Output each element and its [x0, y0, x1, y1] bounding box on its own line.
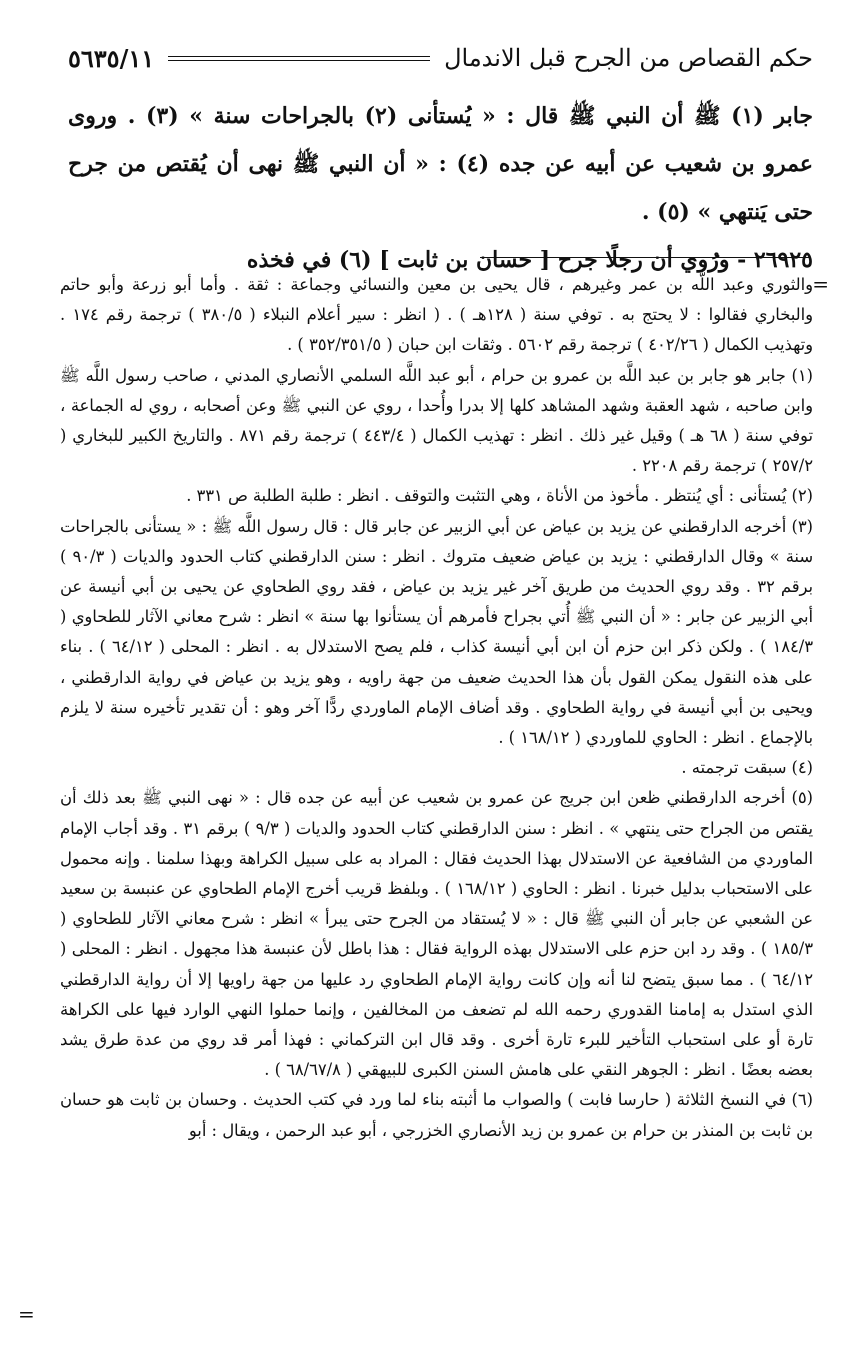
- main-text: [68, 92, 813, 284]
- main-paragraph: جابر (١) ﷺ أن النبي ﷺ قال : « يُستأنى (٢) بالجراحات سنة » (٣) . وروى عمرو بن شعيب عن أبيه عن جده (٤) : « أن النبي ﷺ نهى أن يُقتص من جرح حتى يَنتهي » (٥) .: [68, 103, 813, 225]
- footnote: (١) جابر هو جابر بن عبد اللَّه بن عمرو بن حرام ، أبو عبد اللَّه السلمي الأنصاري المدني ، صاحب رسول اللَّه ﷺ وابن صاحبه ، شهد العقبة وشهد المشاهد كلها إلا بدرا وأُحدا ، روي عن النبي ﷺ وعن أصحابه ، روي له الجماعة ، توفي سنة ( ٦٨ هـ ) وقيل غير ذلك . انظر : تهذيب الكمال ( ٤٤٣/٤ ) ترجمة رقم ٨٧١ . والتاريخ الكبير للبخاري ( ٢٥٧/٢ ) ترجمة رقم ٢٢٠٨ .: [60, 365, 813, 476]
- footnote-separator: [480, 257, 810, 258]
- continuation-mark: =: [812, 272, 829, 296]
- main-paragraph: ٢٦٩٢٥ - ورُوي أن رجلًا جرح [ حسان بن ثابت ] (٦) في فخذه: [246, 247, 813, 273]
- footnote: والثوري وعبد اللَّه بن عمر وغيرهم ، قال يحيى بن معين والنسائي وجماعة : ثقة . وأما أبو زرعة وأبو حاتم والبخاري فقالوا : لا يحتج به . توفي سنة ( ١٢٨هـ ) . ( انظر : سير أعلام النبلاء ( ٣٨٠/٥ ) ترجمة رقم ١٧٤ . وتهذيب الكمال ( ٤٠٢/٢٦ ) ترجمة رقم ٥٦٠٢ . وثقات ابن حبان ( ٣٥٢/٣٥١/٥ ) .: [60, 275, 813, 355]
- footnote: (٢) يُستأنى : أي يُنتظر . مأخوذ من الأناة ، وهي التثبت والتوقف . انظر : طلبة الطلبة ص ٣٣١ .: [186, 486, 813, 506]
- footnote: (٤) سبقت ترجمته .: [681, 758, 813, 778]
- footnote: (٦) في النسخ الثلاثة ( حارسا فابت ) والصواب ما أثبته بناء لما ورد في كتب الحديث . وحسان بن ثابت هو حسان بن ثابت بن المنذر بن حرام بن عمرو بن زيد الأنصاري الخزرجي ، أبو عبد الرحمن ، ويقال : أبو: [60, 1090, 813, 1140]
- page-number: ٥٦٣٥/١١: [68, 43, 155, 73]
- footnote: (٣) أخرجه الدارقطني عن يزيد بن عياض عن أبي الزبير عن جابر قال : قال رسول اللَّه ﷺ : « يستأنى بالجراحات سنة » وقال الدارقطني : يزيد بن عياض ضعيف متروك . انظر : سنن الدارقطني كتاب الحدود والديات ( ٩٠/٣ ) برقم ٣٢ . وقد روي الحديث من طريق آخر غير يزيد بن عياض ، فقد روي الطحاوي عن يحيى بن أبي أنيسة عن أبي الزبير عن جابر : « أن النبي ﷺ أُتي بجراح فأمرهم أن يستأنوا بها سنة » انظر : شرح معاني الآثار للطحاوي ( ١٨٤/٣ ) . ولكن ذكر ابن حزم أن ابن أبي أنيسة كذاب ، فلم يصح الاستدلال به . انظر : المحلى ( ٦٤/١٢ ) . بناء على هذه النقول يمكن القول بأن هذا الحديث ضعيف من جهة راويه ، وهو يزيد بن عياض في رواية الدارقطني ، ويحيى بن أبي أنيسة في رواية الطحاوي . وقد أضاف الإمام الماوردي ردًّا آخر وهو : أن تقدير تأخيره سنة لا يلزم بالإجماع . انظر : الحاوي للماوردي ( ١٦٨/١٢ ) .: [60, 516, 813, 748]
- continuation-mark: =: [18, 1302, 35, 1326]
- running-title: حكم القصاص من الجرح قبل الاندمال: [444, 44, 813, 72]
- page-header: [68, 38, 813, 78]
- header-rule: [168, 56, 430, 61]
- footnote: (٥) أخرجه الدارقطني ظعن ابن جريج عن عمرو بن شعيب عن أبيه عن جده قال : « نهى النبي ﷺ بعد ذلك أن يقتص من الجراح حتى ينتهي » . انظر : سنن الدارقطني كتاب الحدود والديات ( ٩/٣ ) برقم ٣١ . وقد أجاب الإمام الماوردي من الشافعية عن الاستدلال بهذا الحديث فقال : المراد به على سبيل الكراهة وبهذا سلمنا . وإنه محمول على الاستحباب بدليل خبرنا . انظر : الحاوي ( ١٦٨/١٢ ) . وبلفظ قريب أخرج الإمام الطحاوي عن عنبسة بن سعيد عن الشعبي عن جابر أن النبي ﷺ قال : « لا يُستقاد من الجرح حتى يبرأ » انظر : شرح معاني الآثار للطحاوي ( ١٨٥/٣ ) . وقد رد ابن حزم على الاستدلال بهذه الرواية فقال : هذا باطل لأن عنبسة هذا مجهول . انظر : المحلى ( ٦٤/١٢ ) . مما سبق يتضح لنا أنه وإن كانت رواية الإمام الطحاوي رد عليها من جهة راويها إلا أن رواية الدارقطني الذي استدل به إمامنا القدوري رحمه الله لم تضعف من المخالفين ، وإنما حملوا النهي الوارد فيها على الكراهة تارة أو على استحباب التأخير للبرء تارة أخرى . وقد قال ابن التركماني : فهذا أمر قد روي من عدة طرق يشد بعضه بعضًا . انظر : الجوهر النقي على هامش السنن الكبرى للبيهقي ( ٦٨/٦٧/٨ ) .: [60, 788, 813, 1080]
- footnotes: [60, 270, 813, 1146]
